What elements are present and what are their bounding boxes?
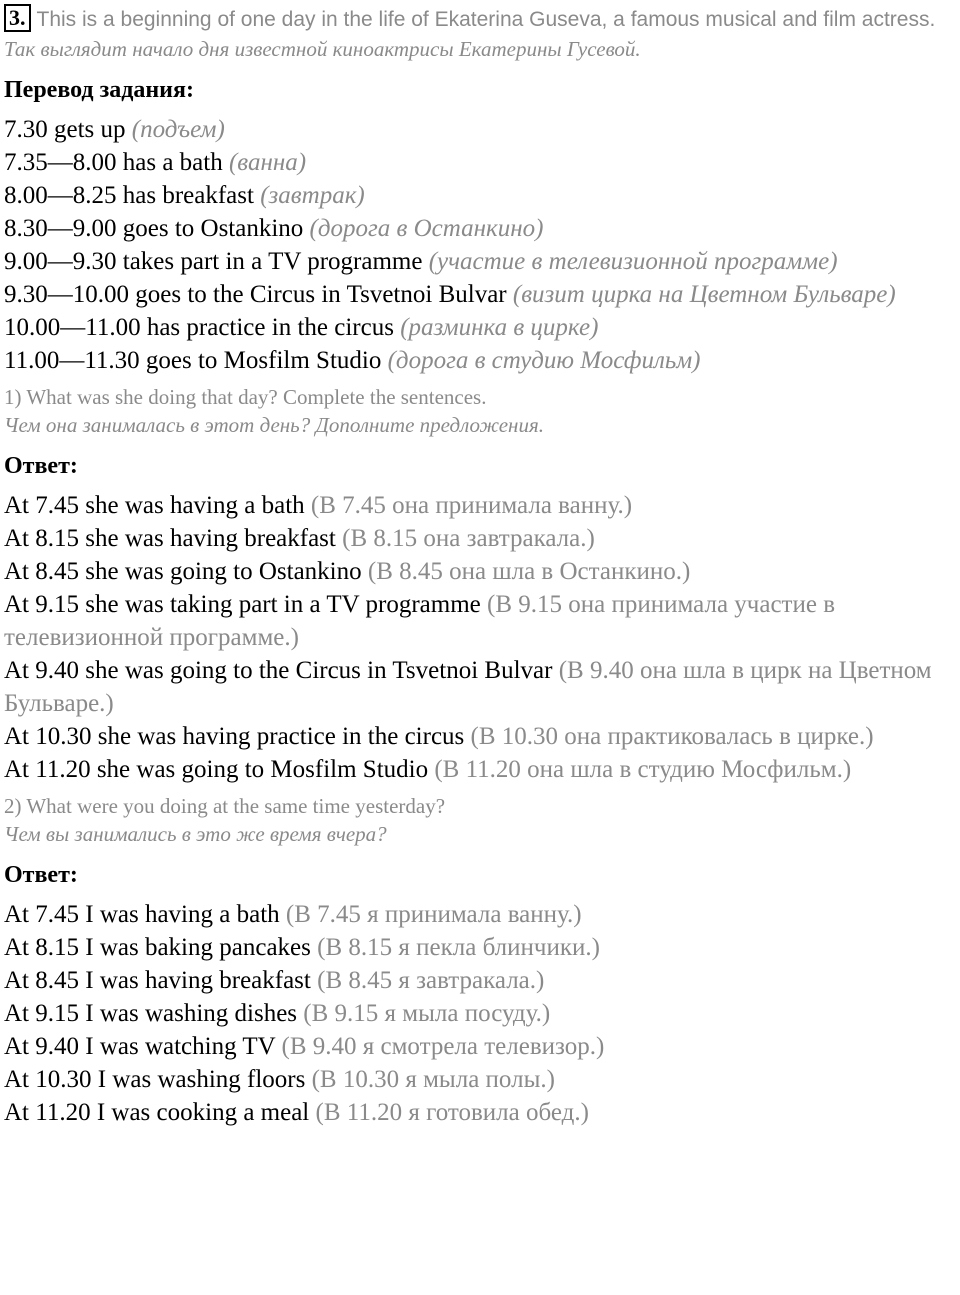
schedule-item [4, 278, 958, 311]
task-intro-russian: Так выглядит начало дня известной киноактрисы Екатерины Гусевой. [4, 37, 641, 61]
answer-item [4, 654, 958, 720]
answer-item-en: At 11.20 she was going to Mosfilm Studio [4, 756, 429, 783]
answer-item-ru: (В 11.20 она шла в студию Мосфильм.) [434, 756, 852, 783]
schedule-item-ru: (участие в телевизионной программе) [428, 248, 838, 275]
answer-item-ru: (В 10.30 она практиковалась в цирке.) [470, 723, 874, 750]
answer-item [4, 1096, 958, 1129]
answers-list-1 [4, 489, 958, 786]
schedule-item-ru: (дорога в Останкино) [309, 215, 544, 242]
schedule-list [4, 113, 958, 377]
answer-item-en: At 11.20 I was cooking a meal [4, 1099, 310, 1126]
answer-item-ru: (В 9.40 она шла в цирк на Цветном Бульваре.) [4, 657, 932, 717]
answer-item-en: At 9.15 I was washing dishes [4, 1000, 298, 1027]
document-page [4, 4, 958, 1129]
answer-item-en: At 7.45 she was having a bath [4, 492, 305, 519]
answer-item [4, 555, 958, 588]
answer-item-en: At 10.30 I was washing floors [4, 1066, 306, 1093]
answer-item-ru: (В 9.40 я смотрела телевизор.) [281, 1033, 605, 1060]
answer-item [4, 964, 958, 997]
question-1-english: 1) What was she doing that day? Complete the sentences. [4, 385, 487, 409]
answer-item-ru: (В 8.45 она шла в Останкино.) [367, 558, 691, 585]
answer-item [4, 1030, 958, 1063]
answer-item [4, 588, 958, 654]
answer-item [4, 720, 958, 753]
translation-heading: Перевод задания: [4, 77, 194, 103]
answer-item-ru: (В 9.15 она принимала участие в телевизионной программе.) [4, 591, 836, 651]
answer-item [4, 931, 958, 964]
answer-item-en: At 9.15 she was taking part in a TV programme [4, 591, 481, 618]
question-2 [4, 792, 958, 848]
answer-item-ru: (В 9.15 я мыла посуду.) [303, 1000, 551, 1027]
schedule-item-ru: (разминка в цирке) [400, 314, 599, 341]
answer-item-en: At 8.45 I was having breakfast [4, 967, 311, 994]
answer-item-ru: (В 8.15 я пекла блинчики.) [317, 934, 600, 961]
answer-item [4, 997, 958, 1030]
answer-heading-1: Ответ: [4, 453, 78, 479]
schedule-item-en: 11.00—11.30 goes to Mosfilm Studio [4, 347, 382, 374]
schedule-item-ru: (завтрак) [260, 182, 365, 209]
answer-item-en: At 7.45 I was having a bath [4, 901, 280, 928]
schedule-item-en: 10.00—11.00 has practice in the circus [4, 314, 394, 341]
answer-item-ru: (В 8.15 она завтракала.) [342, 525, 595, 552]
answer-item-ru: (В 11.20 я готовила обед.) [315, 1099, 589, 1126]
answer-item-en: At 9.40 she was going to the Circus in Tsvetnoi Bulvar [4, 657, 553, 684]
schedule-item [4, 344, 958, 377]
schedule-item-en: 7.35—8.00 has a bath [4, 149, 223, 176]
answer-item [4, 898, 958, 931]
schedule-item-ru: (дорога в студию Мосфильм) [387, 347, 701, 374]
answer-item [4, 1063, 958, 1096]
task-intro [4, 4, 958, 63]
question-1 [4, 383, 958, 439]
answer-item-ru: (В 7.45 я принимала ванну.) [285, 901, 582, 928]
question-1-russian: Чем она занималась в этот день? Дополните предложения. [4, 413, 544, 437]
schedule-item [4, 245, 958, 278]
question-2-russian: Чем вы занимались в это же время вчера? [4, 822, 387, 846]
schedule-item [4, 113, 958, 146]
schedule-item-en: 9.00—9.30 takes part in a TV programme [4, 248, 423, 275]
answers-list-2 [4, 898, 958, 1129]
answer-item-en: At 8.45 she was going to Ostankino [4, 558, 362, 585]
answer-item [4, 522, 958, 555]
schedule-item-ru: (визит цирка на Цветном Бульваре) [512, 281, 896, 308]
schedule-item-en: 8.30—9.00 goes to Ostankino [4, 215, 304, 242]
schedule-item [4, 146, 958, 179]
schedule-item [4, 179, 958, 212]
schedule-item [4, 212, 958, 245]
answer-item-ru: (В 7.45 она принимала ванну.) [310, 492, 633, 519]
task-intro-english: This is a beginning of one day in the life of Ekaterina Guseva, a famous musical and film actress. [36, 8, 936, 31]
schedule-item [4, 311, 958, 344]
answer-item-ru: (В 8.45 я завтракала.) [317, 967, 545, 994]
answer-item-en: At 10.30 she was having practice in the circus [4, 723, 465, 750]
schedule-item-en: 7.30 gets up [4, 116, 126, 143]
task-number-badge: 3. [4, 4, 31, 32]
answer-item [4, 489, 958, 522]
question-2-english: 2) What were you doing at the same time yesterday? [4, 794, 446, 818]
answer-heading-2: Ответ: [4, 862, 78, 888]
schedule-item-ru: (подъем) [131, 116, 225, 143]
schedule-item-ru: (ванна) [228, 149, 307, 176]
answer-item [4, 753, 958, 786]
answer-item-en: At 9.40 I was watching TV [4, 1033, 276, 1060]
answer-item-en: At 8.15 she was having breakfast [4, 525, 336, 552]
schedule-item-en: 9.30—10.00 goes to the Circus in Tsvetnoi Bulvar [4, 281, 507, 308]
schedule-item-en: 8.00—8.25 has breakfast [4, 182, 254, 209]
answer-item-ru: (В 10.30 я мыла полы.) [311, 1066, 555, 1093]
answer-item-en: At 8.15 I was baking pancakes [4, 934, 311, 961]
